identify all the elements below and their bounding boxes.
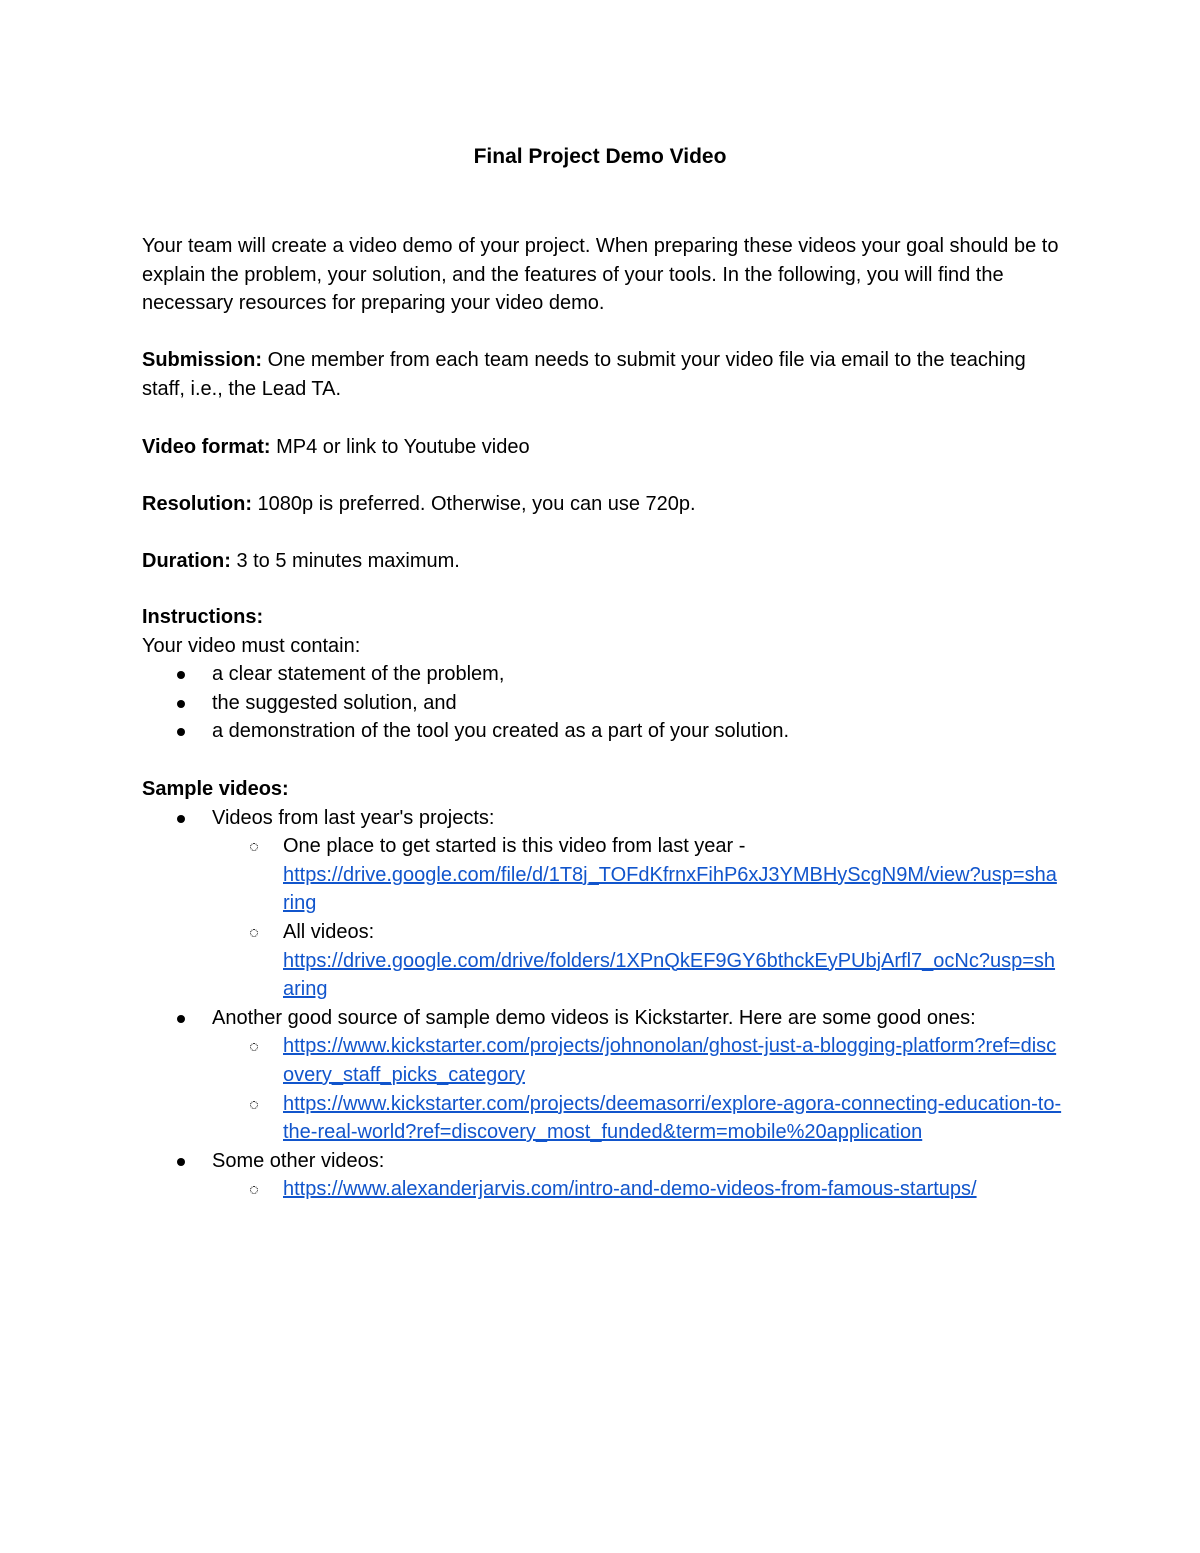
sub-list	[212, 1032, 1062, 1146]
sub-list-item-text: One place to get started is this video from last year -	[283, 835, 746, 858]
list-item-text: a demonstration of the tool you created as a part of your solution.	[212, 720, 790, 743]
instructions-text: Your video must contain:	[142, 634, 361, 657]
alexanderjarvis-link[interactable]: https://www.alexanderjarvis.com/intro-and-demo-videos-from-famous-startups/	[283, 1178, 977, 1201]
bullet-icon	[177, 700, 185, 708]
sub-list-item	[212, 832, 1062, 918]
sub-list-item-text: All videos:	[283, 920, 375, 943]
list-item-text: Another good source of sample demo videos is Kickstarter. Here are some good ones:	[212, 1006, 976, 1029]
hollow-bullet-icon	[250, 843, 258, 851]
list-item	[142, 689, 1062, 718]
list-item-text: the suggested solution, and	[212, 691, 457, 714]
bullet-icon	[177, 1015, 185, 1023]
instructions-heading: Instructions:	[142, 606, 264, 628]
sub-list	[212, 832, 1062, 1004]
hollow-bullet-icon	[250, 1043, 258, 1051]
sample-videos-section	[142, 775, 1062, 1204]
kickstarter-ghost-link[interactable]: https://www.kickstarter.com/projects/johnonolan/ghost-just-a-blogging-platform?ref=discovery_staff_picks_category	[283, 1035, 1057, 1086]
bullet-icon	[177, 728, 185, 736]
list-item	[142, 804, 1062, 1004]
list-item	[142, 717, 1062, 746]
drive-folder-link[interactable]: https://drive.google.com/drive/folders/1XPnQkEF9GY6bthckEyPUbjArfl7_ocNc?usp=sharing	[283, 949, 1056, 1001]
sub-list-item	[212, 1032, 1062, 1089]
hollow-bullet-icon	[250, 1186, 258, 1194]
bullet-icon	[177, 815, 185, 823]
sample-videos-list	[142, 804, 1062, 1204]
resolution-label: Resolution:	[142, 493, 252, 515]
video-format-text: MP4 or link to Youtube video	[270, 436, 530, 458]
bullet-icon	[177, 671, 185, 679]
intro-paragraph: Your team will create a video demo of your project. When preparing these videos your goal should be to explain the problem, your solution, and the features of your tools. In the following, you will find the necessary resources for preparing your video demo.	[142, 235, 1059, 315]
hollow-bullet-icon	[250, 1101, 258, 1109]
list-item	[142, 660, 1062, 689]
submission-text: One member from each team needs to submit your video file via email to the teaching staff, i.e., the Lead TA.	[142, 349, 1026, 400]
sub-list-item	[212, 918, 1062, 1004]
video-format-label: Video format:	[142, 436, 271, 458]
drive-video-link[interactable]: https://drive.google.com/file/d/1T8j_TOFdKfrnxFihP6xJ3YMBHyScgN9M/view?usp=sharing	[283, 863, 1057, 915]
hollow-bullet-icon	[250, 929, 258, 937]
submission-label: Submission:	[142, 349, 263, 371]
sub-list-item	[212, 1175, 1062, 1204]
resolution-paragraph	[142, 490, 1062, 519]
duration-label: Duration:	[142, 550, 231, 572]
list-item-text: a clear statement of the problem,	[212, 663, 505, 686]
list-item-text: Videos from last year's projects:	[212, 806, 495, 829]
kickstarter-agora-link[interactable]: https://www.kickstarter.com/projects/deemasorri/explore-agora-connecting-education-to-the-real-world?ref=discovery_most_funded&term=mobile%20application	[283, 1092, 1062, 1144]
list-item	[142, 1147, 1062, 1204]
bullet-icon	[177, 1158, 185, 1166]
sub-list	[212, 1175, 1062, 1204]
list-item	[142, 1004, 1062, 1147]
video-format-paragraph	[142, 433, 1062, 462]
list-item-text: Some other videos:	[212, 1149, 385, 1172]
submission-paragraph	[142, 346, 1062, 403]
sub-list-item	[212, 1090, 1062, 1147]
page-title: Final Project Demo Video	[473, 145, 727, 168]
duration-text: 3 to 5 minutes maximum.	[230, 550, 460, 572]
duration-paragraph	[142, 547, 1062, 576]
resolution-text: 1080p is preferred. Otherwise, you can use 720p.	[252, 493, 696, 515]
instructions-list	[142, 660, 1062, 746]
instructions-section	[142, 603, 1062, 746]
sample-videos-heading: Sample videos:	[142, 778, 289, 800]
